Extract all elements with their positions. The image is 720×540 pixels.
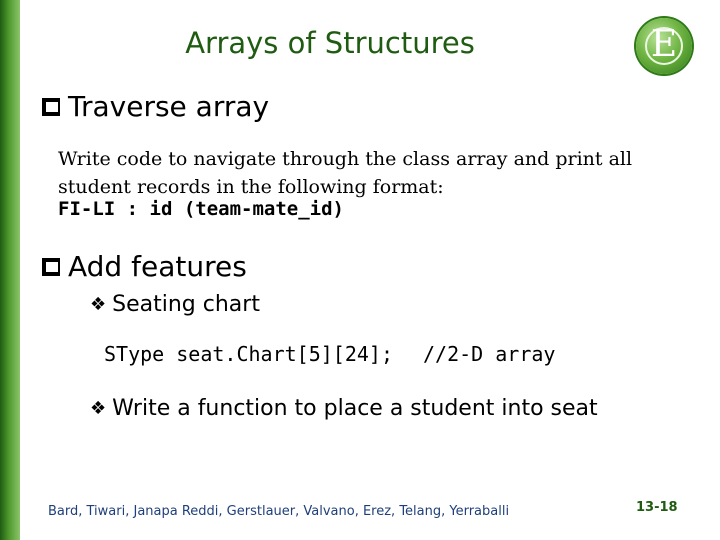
heading-text: Traverse array bbox=[68, 90, 270, 123]
footer-authors: Bard, Tiwari, Janapa Reddi, Gerstlauer, Valvano, Erez, Telang, Yerraballi bbox=[48, 504, 510, 519]
seat-chart-code bbox=[104, 342, 555, 366]
page-number: 13-18 bbox=[636, 500, 678, 515]
format-code: FI-LI : id (team-mate_id) bbox=[58, 198, 344, 220]
checkbox-bullet-icon bbox=[42, 258, 60, 276]
sub-bullet-text: Seating chart bbox=[112, 292, 260, 317]
diamond-bullet-icon: ❖ bbox=[90, 398, 107, 419]
slide-title: Arrays of Structures bbox=[185, 26, 475, 60]
heading-add-features bbox=[42, 250, 247, 283]
logo-letter: E bbox=[650, 24, 678, 65]
code-declaration: SType seat.Chart[5][24]; bbox=[104, 342, 393, 366]
left-accent-bar bbox=[0, 0, 20, 540]
sub-bullet-write-function bbox=[90, 396, 598, 421]
description-text: Write code to navigate through the class array and print all student records in the following format: bbox=[58, 148, 633, 198]
logo-icon bbox=[636, 18, 692, 74]
code-comment: //2-D array bbox=[422, 342, 556, 366]
checkbox-bullet-icon bbox=[42, 98, 60, 116]
sub-bullet-seating-chart bbox=[90, 292, 260, 317]
heading-text: Add features bbox=[68, 250, 247, 283]
diamond-bullet-icon: ❖ bbox=[90, 294, 107, 315]
heading-traverse-array bbox=[42, 90, 269, 123]
sub-bullet-text: Write a function to place a student into seat bbox=[112, 396, 598, 421]
